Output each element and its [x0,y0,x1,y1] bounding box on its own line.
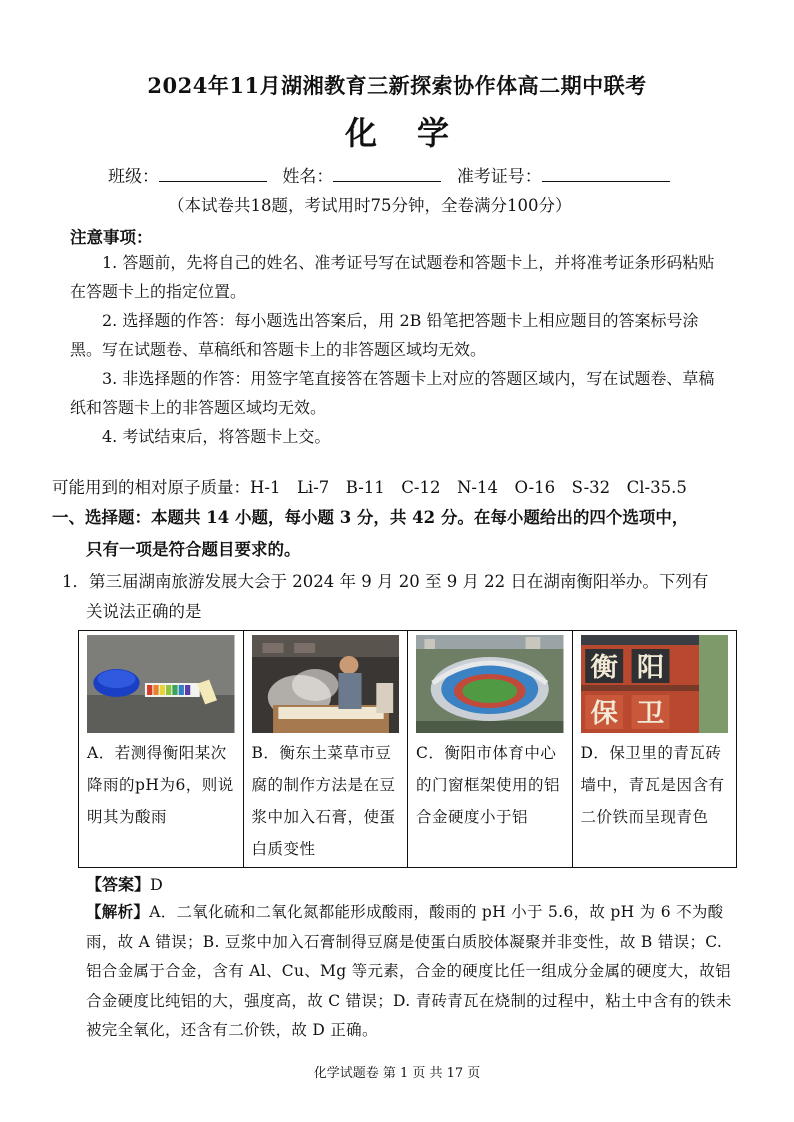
option-a-cell [79,631,244,867]
section-title-cont: 只有一项是符合题目要求的。 [86,540,301,559]
id-blank [542,167,670,182]
answer-line [86,872,163,895]
notice-item: 4. 考试结束后，将答题卡上交。 [102,427,331,446]
option-c-cell [408,631,573,867]
id-label: 准考证号： [456,167,542,187]
notice-item: 1. 答题前，先将自己的姓名、准考证号写在试题卷和答题卡上，并将准考证条形码粘贴在答题卡上的指定位置。 [70,253,715,301]
option-a-text: A．若测得衡阳某次降雨的pH为6，则说明其为酸雨 [87,744,234,826]
explanation-block [86,898,736,1046]
option-b-text: B．衡东土菜草市豆腐的制作方法是在豆浆中加入石膏，使蛋白质变性 [251,744,396,858]
question-1-stem: 1．第三届湖南旅游发展大会于 2024 年 9 月 20 至 9 月 22 日在湖南衡阳举办。下列有 [62,572,709,591]
answer-value: D [150,875,163,894]
subject-title: 化学 [344,114,489,152]
wall-char: 卫 [636,698,664,729]
option-d-cell [573,631,737,867]
explanation-text: A．二氧化硫和二氧化氮都能形成酸雨，酸雨的 pH 小于 5.6，故 pH 为 6 不为酸雨，故 A 错误；B. 豆浆中加入石膏制得豆腐是使蛋白质胶体凝聚并非变性，故 B 错误；C. 铝合金属于合金，含有 Al、Cu、Mg 等元素，合金的硬度比任一组成分金属的硬度大，故铝合金硬度比纯铝的大，强度高，故 C 错误；D. 青砖青瓦在烧制的过程中，粘土中含有的铁未被完全氧化，还含有二价铁，故 D 正确。 [86,903,732,1039]
notice-item: 2. 选择题的作答：每小题选出答案后，用 2B 铅笔把答题卡上相应题目的答案标号涂黑。写在试题卷、草稿纸和答题卡上的非答题区域均无效。 [70,311,699,359]
answer-label: 【答案】 [86,875,151,894]
wall-char: 阳 [636,652,664,683]
class-label: 班级： [108,167,159,187]
notice-title: 注意事项： [70,228,153,247]
exam-title: 2024年11月湖湘教育三新探索协作体高二期中联考 [147,73,647,98]
name-label: 姓名： [282,167,334,187]
stadium-aerial-photo [416,635,564,733]
option-b-cell [244,631,409,867]
wall-char: 保 [589,698,618,729]
student-info-row [108,162,670,187]
section-title: 一、选择题：本题共 14 小题，每小题 3 分，共 42 分。在每小题给出的四个选项中， [52,508,689,527]
explanation-label: 【解析】 [86,903,150,921]
name-blank [333,167,441,182]
brick-wall-photo [581,635,729,733]
page-footer: 化学试题卷 第 1 页 共 17 页 [313,1066,481,1081]
atomic-masses: 可能用到的相对原子质量：H-1 Li-7 B-11 C-12 N-14 O-16 S-32 Cl-35.5 [52,478,687,497]
wall-char: 衡 [589,652,618,683]
options-table [78,630,737,868]
tofu-making-photo [252,635,400,733]
class-blank [159,167,267,182]
option-d-text: D．保卫里的青瓦砖墙中，青瓦是因含有二价铁而呈现青色 [580,744,725,826]
exam-note: （本试卷共18题，考试用时75分钟，全卷满分100分） [168,196,572,215]
question-1-stem-cont: 关说法正确的是 [86,602,202,621]
notice-item: 3. 非选择题的作答：用签字笔直接答在答题卡上对应的答题区域内，写在试题卷、草稿纸和答题卡上的非答题区域均无效。 [70,369,715,417]
ph-test-paper-photo [87,635,235,733]
option-c-text: C．衡阳市体育中心的门窗框架使用的铝合金硬度小于铝 [416,744,561,826]
